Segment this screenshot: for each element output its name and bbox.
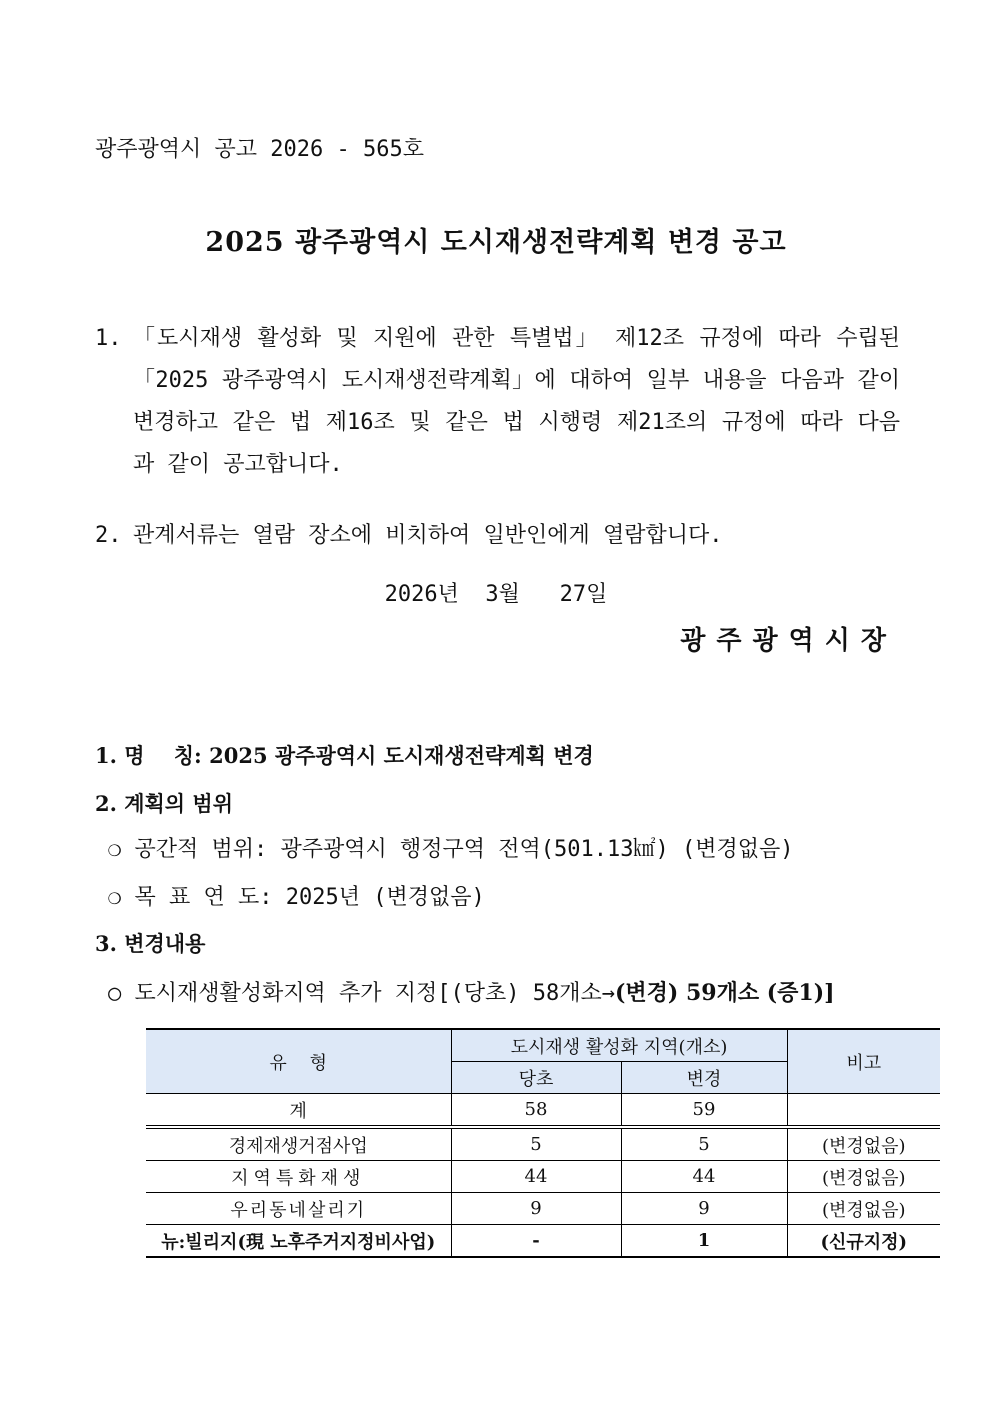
signer: 광주광역시장 [680, 626, 897, 656]
header-original: 당초 [451, 1062, 621, 1094]
paragraph-1-text: 「도시재생 활성화 및 지원에 관한 특별법」 제12조 규정에 따라 수립된 「2025 광주광역시 도시재생전략계획」에 대하여 일부 내용을 다음과 같이 변경하고 같은 법 제16조 및 같은 법 시행령 제21조의 규정에 따라 다음과 같이 공고합니다. [133, 326, 900, 477]
row-changed: 5 [621, 1127, 787, 1161]
change-item [108, 976, 835, 1007]
header-note: 비고 [787, 1029, 940, 1094]
section-name: 1. 명 칭: 2025 광주광역시 도시재생전략계획 변경 [95, 743, 594, 768]
row-original: 44 [451, 1161, 621, 1193]
row-note: (변경없음) [787, 1127, 940, 1161]
row-changed: 44 [621, 1161, 787, 1193]
table-row [146, 1225, 940, 1258]
paragraph-2-text: 관계서류는 열람 장소에 비치하여 일반인에게 열람합니다. [133, 523, 723, 548]
change-item-prefix: ○ 도시재생활성화지역 추가 지정[(당초) 58개소→ [108, 981, 615, 1006]
row-type: 경제재생거점사업 [146, 1127, 451, 1161]
row-note: (변경없음) [787, 1193, 940, 1225]
row-note: (신규지정) [787, 1225, 940, 1258]
paragraph-2 [95, 515, 900, 557]
row-original: 9 [451, 1193, 621, 1225]
total-original: 58 [451, 1094, 621, 1128]
section-scope: 2. 계획의 범위 [95, 791, 233, 816]
total-note [787, 1094, 940, 1128]
scope-spatial: ❍ 공간적 범위: 광주광역시 행정구역 전역(501.13㎢) (변경없음) [108, 837, 794, 862]
change-table [146, 1028, 940, 1258]
paragraph-1-number: 1. [95, 326, 122, 351]
row-original: 5 [451, 1127, 621, 1161]
header-changed: 변경 [621, 1062, 787, 1094]
notice-date: 2026년 3월 27일 [384, 582, 608, 607]
row-note: (변경없음) [787, 1161, 940, 1193]
row-original: - [451, 1225, 621, 1258]
table-row [146, 1161, 940, 1193]
total-type: 계 [146, 1094, 451, 1128]
header-type: 유 형 [146, 1029, 451, 1094]
row-changed: 9 [621, 1193, 787, 1225]
paragraph-2-number: 2. [95, 523, 122, 548]
table-row [146, 1193, 940, 1225]
table-row-total [146, 1094, 940, 1128]
scope-target-year: ❍ 목 표 연 도: 2025년 (변경없음) [108, 885, 485, 910]
section-changes: 3. 변경내용 [95, 931, 206, 956]
row-changed: 1 [621, 1225, 787, 1258]
change-item-bold: (변경) 59개소 (증1)] [614, 980, 835, 1006]
row-type: 우리동네살리기 [146, 1193, 451, 1225]
paragraph-1 [95, 318, 900, 486]
table-row [146, 1127, 940, 1161]
row-type: 뉴:빌리지(現 노후주거지정비사업) [146, 1225, 451, 1258]
row-type: 지역특화재생 [146, 1161, 451, 1193]
total-changed: 59 [621, 1094, 787, 1128]
document-title: 2025 광주광역시 도시재생전략계획 변경 공고 [205, 227, 787, 258]
header-group: 도시재생 활성화 지역(개소) [451, 1029, 787, 1062]
notice-number: 광주광역시 공고 2026 - 565호 [95, 137, 424, 162]
